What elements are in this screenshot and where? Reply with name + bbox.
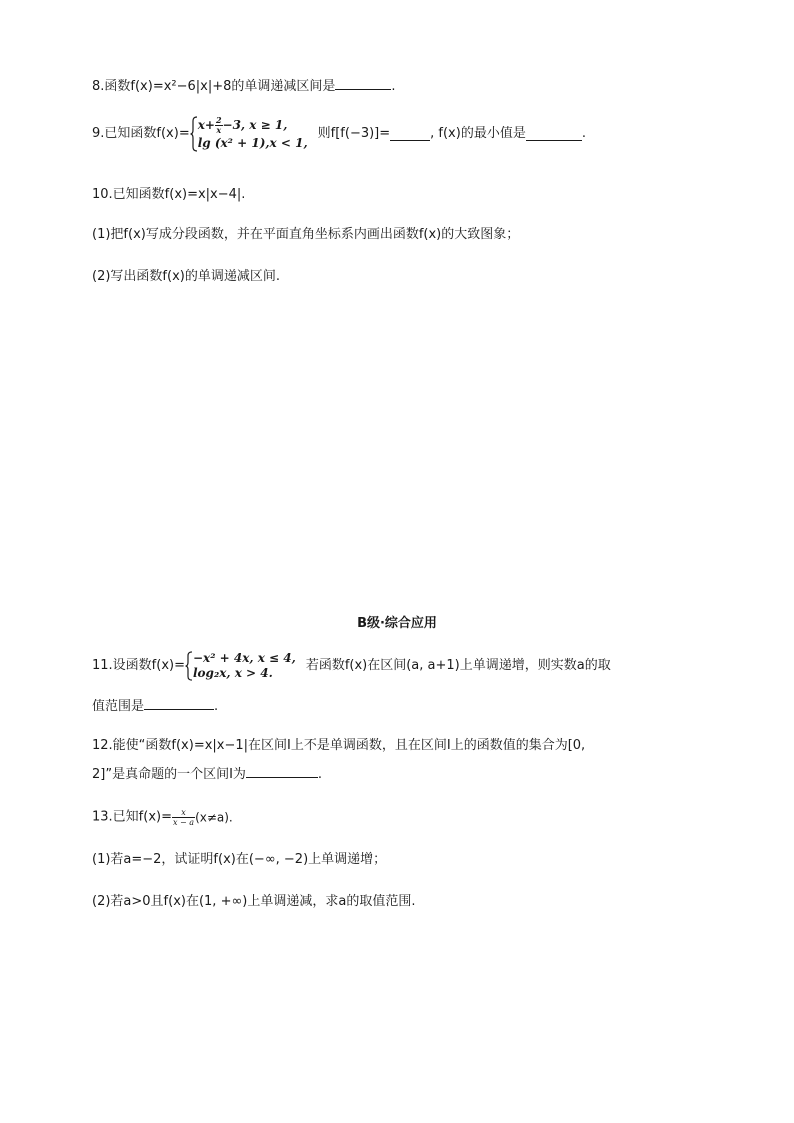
question-12-line-1: 12.能使“函数f(x)=x|x−1|在区间I上不是单调函数，且在区间I上的函数值的集合为[0, (92, 738, 586, 753)
question-9: 9.已知函数f(x)= x+ $\frac{2}{x}$ −3, x ≥ 1, lg (x² + 1),x < 1, 则f[f(−3)]= , f(x)的最小值是 . (92, 115, 586, 150)
answer-blank-1[interactable] (390, 127, 430, 141)
piecewise-case-1: −x² + 4x, x ≤ 4, (192, 651, 296, 665)
question-11 (92, 651, 611, 681)
question-13-part-1: (1)若a=−2，试证明f(x)在(−∞, −2)上单调递增； (92, 852, 387, 867)
piecewise-function (185, 651, 296, 681)
question-10-part-2: (2)写出函数f(x)的单调递减区间. (92, 269, 280, 284)
answer-blank[interactable] (335, 76, 391, 90)
piecewise-case-2: lg (x² + 1),x < 1, (197, 136, 308, 150)
left-brace-icon (185, 651, 193, 681)
question-13-suffix: (x≠a). (195, 810, 233, 825)
question-8: 8.函数f(x)=x²−6|x|+8的单调递减区间是 . (92, 76, 396, 96)
section-title: B级·综合应用 (357, 616, 437, 631)
piecewise-function (190, 116, 308, 152)
fraction: $\frac{2}{x}$ (215, 115, 222, 135)
answer-blank-2[interactable] (526, 127, 582, 141)
question-13 (92, 808, 233, 827)
answer-blank[interactable] (246, 764, 318, 778)
question-9-prefix: 9.已知函数f(x)= (92, 126, 190, 141)
piecewise-case-2: log₂x, x > 4. (192, 666, 273, 680)
question-8-text: 8.函数f(x)=x²−6|x|+8的单调递减区间是 (92, 79, 336, 94)
question-11-rest: 若函数f(x)在区间(a, a+1)上单调递增，则实数a的取 (305, 658, 611, 673)
question-13-part-2: (2)若a>0且f(x)在(1, +∞)上单调递减，求a的取值范围. (92, 894, 416, 909)
answer-blank[interactable] (144, 696, 214, 710)
question-12-line-2: 2]”是真命题的一个区间I为 . (92, 764, 322, 784)
left-brace-icon (190, 116, 198, 152)
question-9-middle: 则f[f(−3)]= (317, 126, 391, 141)
question-10-title: 10.已知函数f(x)=x|x−4|. (92, 187, 246, 202)
question-13-prefix: 13.已知f(x)= (92, 809, 172, 825)
question-11-line-2: 值范围是 . (92, 696, 218, 716)
piecewise-case-1: x+ $\frac{2}{x}$ −3, x ≥ 1, (197, 115, 288, 135)
question-10-part-1: (1)把f(x)写成分段函数，并在平面直角坐标系内画出函数f(x)的大致图象； (92, 227, 520, 242)
question-11-prefix: 11.设函数f(x)= (92, 658, 185, 673)
fraction: $\frac{x}{x - a}$ (172, 808, 195, 827)
